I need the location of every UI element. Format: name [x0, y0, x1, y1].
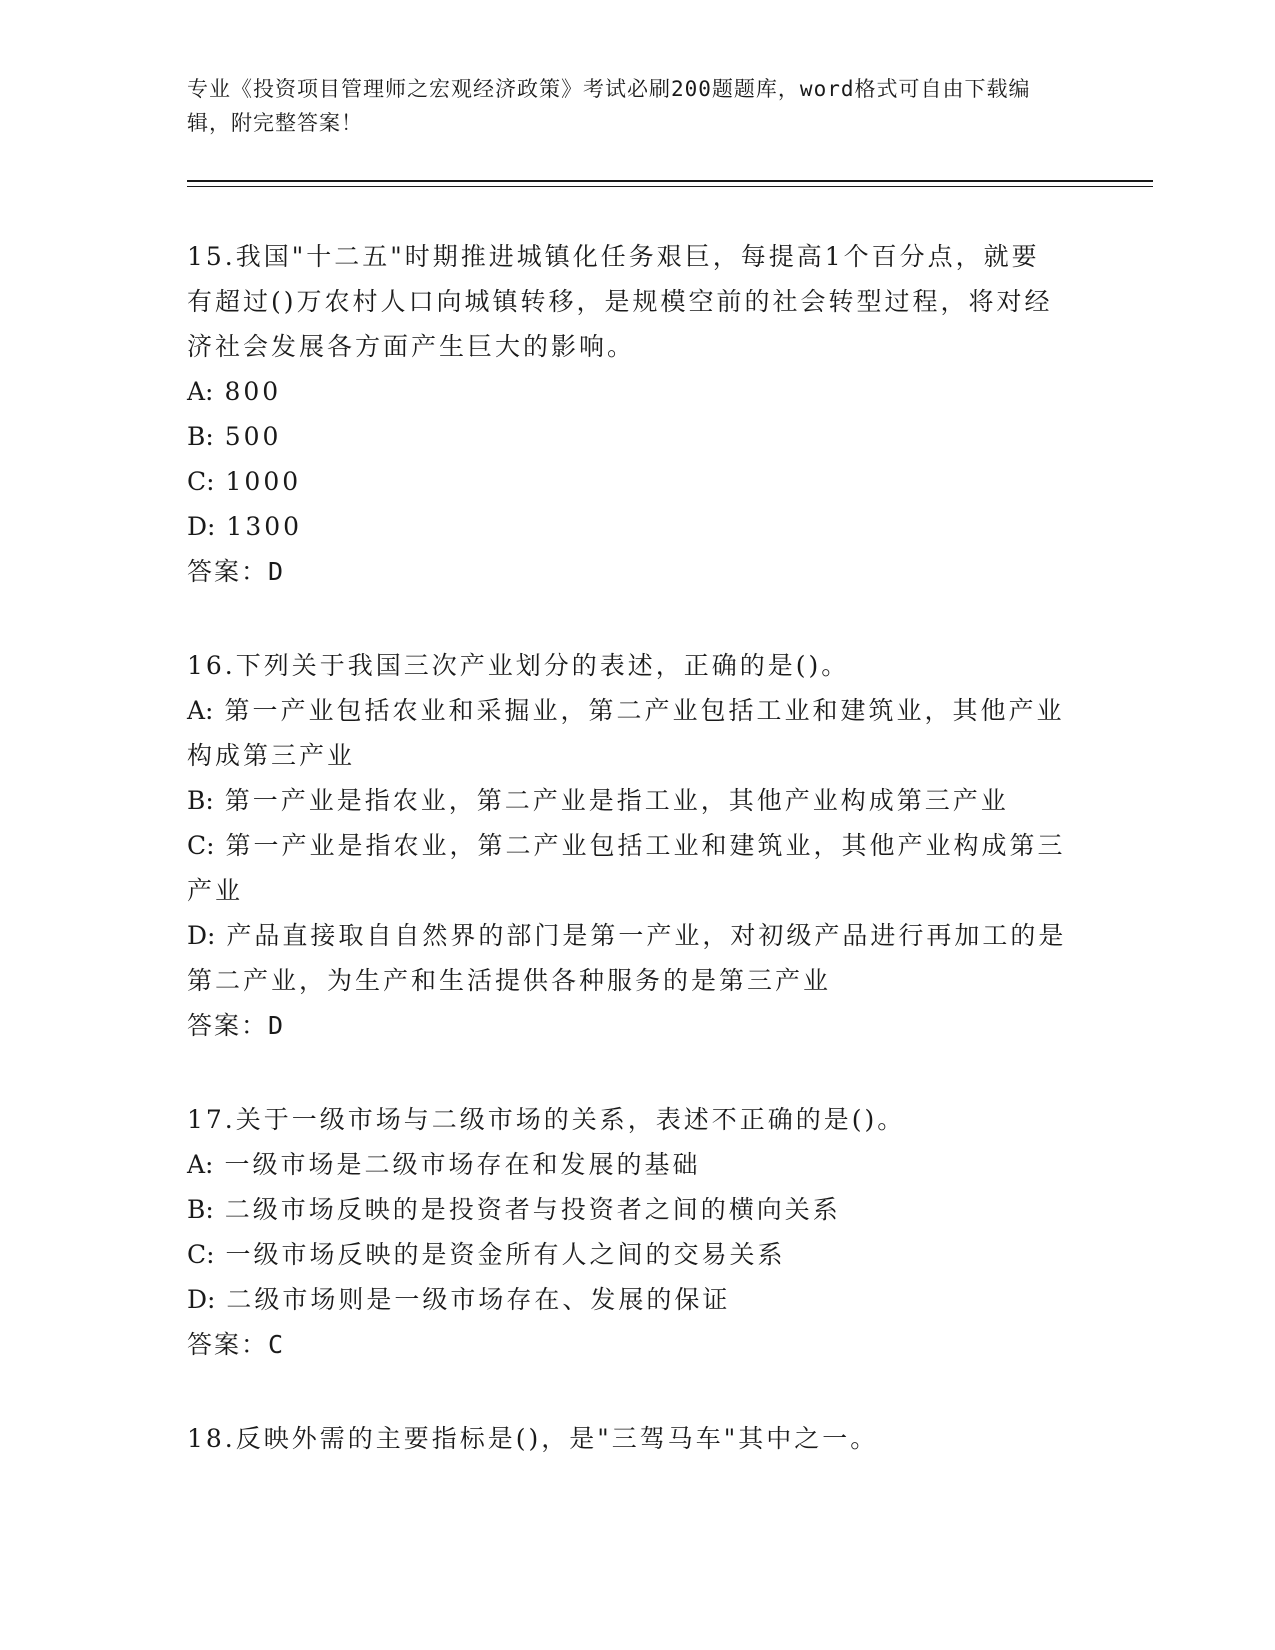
option-text: 第一产业是指农业，第二产业是指工业，其他产业构成第三产业 — [224, 786, 1009, 815]
option-label: C: — [187, 831, 215, 860]
question-17 — [187, 1097, 1067, 1368]
option-label: C: — [187, 467, 215, 496]
option-label: A: — [187, 1150, 214, 1179]
header-divider-top — [187, 180, 1153, 182]
option-d — [187, 1277, 1067, 1322]
option-a — [187, 688, 1067, 778]
answer-line — [187, 549, 1067, 595]
answer-label: 答案： — [187, 1011, 269, 1040]
question-stem: 15.我国"十二五"时期推进城镇化任务艰巨，每提高1个百分点，就要有超过()万农村人口向城镇转移，是规模空前的社会转型过程，将对经济社会发展各方面产生巨大的影响。 — [187, 242, 1053, 361]
option-text: 一级市场是二级市场存在和发展的基础 — [224, 1150, 701, 1179]
question-stem: 18.反映外需的主要指标是()，是"三驾马车"其中之一。 — [187, 1424, 879, 1453]
option-text: 1300 — [226, 512, 303, 541]
header-divider-bottom — [187, 186, 1153, 187]
answer-label: 答案： — [187, 1330, 269, 1359]
option-text: 1000 — [225, 467, 302, 496]
option-label: B: — [187, 422, 214, 451]
option-text: 一级市场反映的是资金所有人之间的交易关系 — [225, 1240, 786, 1269]
option-text: 第一产业包括农业和采掘业，第二产业包括工业和建筑业，其他产业构成第三产业 — [187, 696, 1065, 770]
option-d — [187, 913, 1067, 1003]
answer-value: D — [268, 1011, 286, 1040]
option-text: 800 — [224, 377, 282, 406]
answer-value: C — [268, 1330, 286, 1359]
option-text: 二级市场反映的是投资者与投资者之间的横向关系 — [224, 1195, 841, 1224]
option-label: D: — [187, 512, 216, 541]
answer-line — [187, 1322, 1067, 1368]
option-b — [187, 1187, 1067, 1232]
option-c — [187, 459, 1067, 504]
option-label: D: — [187, 921, 216, 950]
answer-value: D — [268, 557, 286, 586]
option-c — [187, 823, 1067, 913]
question-15 — [187, 234, 1067, 595]
question-16 — [187, 643, 1067, 1049]
option-label: D: — [187, 1285, 216, 1314]
option-text: 产品直接取自自然界的部门是第一产业，对初级产品进行再加工的是第二产业，为生产和生活提供各种服务的是第三产业 — [187, 921, 1067, 995]
question-18 — [187, 1416, 1067, 1461]
option-label: B: — [187, 1195, 214, 1224]
answer-line — [187, 1003, 1067, 1049]
option-b — [187, 778, 1067, 823]
option-text: 第一产业是指农业，第二产业包括工业和建筑业，其他产业构成第三产业 — [187, 831, 1066, 905]
option-label: B: — [187, 786, 214, 815]
answer-label: 答案： — [187, 557, 269, 586]
option-label: C: — [187, 1240, 215, 1269]
option-a — [187, 369, 1067, 414]
option-b — [187, 414, 1067, 459]
option-a — [187, 1142, 1067, 1187]
option-label: A: — [187, 377, 214, 406]
option-c — [187, 1232, 1067, 1277]
document-header: 专业《投资项目管理师之宏观经济政策》考试必刷200题题库，word格式可自由下载编辑，附完整答案！ — [187, 77, 1031, 135]
option-d — [187, 504, 1067, 549]
question-list — [187, 234, 1067, 1509]
option-text: 二级市场则是一级市场存在、发展的保证 — [226, 1285, 731, 1314]
question-stem: 16.下列关于我国三次产业划分的表述，正确的是()。 — [187, 651, 850, 680]
option-text: 500 — [224, 422, 282, 451]
question-stem: 17.关于一级市场与二级市场的关系，表述不正确的是()。 — [187, 1105, 906, 1134]
option-label: A: — [187, 696, 214, 725]
